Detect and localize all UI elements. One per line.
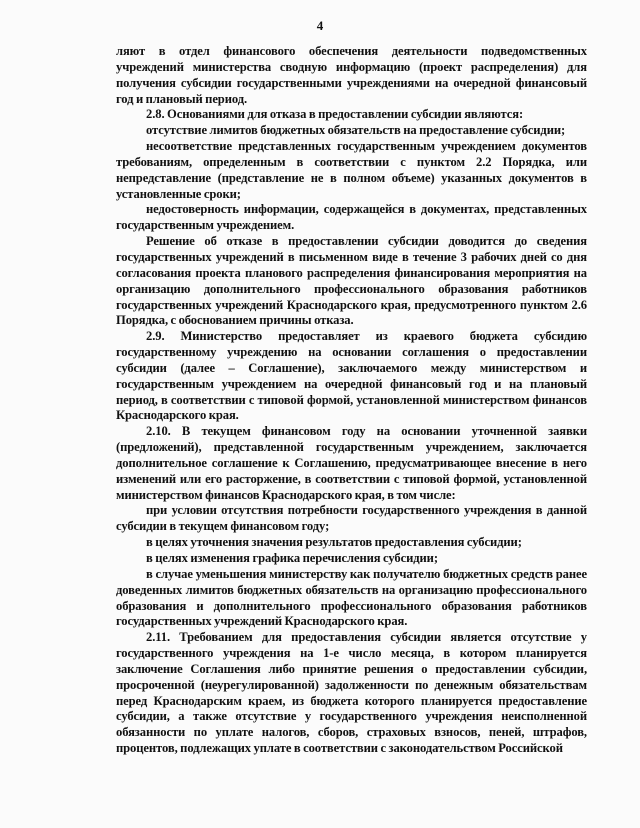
paragraph: в целях уточнения значения результатов предоставления субсидии;	[146, 535, 522, 550]
paragraph: 2.10. В текущем финансовом году на основании уточненной заявки (предложений), представленной государственным учреждением, заключается дополнительное соглашение к Соглашению, предусматривающее внесение в него изменений или его расторжение, в соответствии с типовой формой, установленной министерством финансов Краснодарского края, в том числе:	[116, 424, 587, 502]
paragraph: отсутствие лимитов бюджетных обязательств на предоставление субсидии;	[146, 123, 566, 138]
paragraph: при условии отсутствия потребности государственного учреждения в данной субсидии в текущем финансовом году;	[116, 503, 587, 534]
paragraph: 2.8. Основаниями для отказа в предоставлении субсидии являются:	[146, 107, 524, 122]
paragraph: 2.9. Министерство предоставляет из краевого бюджета субсидию государственному учреждению на основании соглашения о предоставлении субсидии (далее – Соглашение), заключаемого между министерством и государственным учреждением на очередной финансовый год и на плановый период, в соответствии с типовой формой, установленной министерством финансов Краснодарского края.	[116, 329, 587, 423]
paragraph: в целях изменения графика перечисления субсидии;	[146, 551, 438, 565]
page-number: 4	[316, 18, 324, 33]
paragraph: Решение об отказе в предоставлении субсидии доводится до сведения государственных учреждений в письменном виде в течение 3 рабочих дней со дня согласования проекта планового распределения финансирования мероприятия на организацию дополнительного профессионального образования работников государственных учреждений Краснодарского края, предусмотренного пунктом 2.6 Порядка, с обоснованием причины отказа.	[116, 234, 587, 328]
paragraph: ляют в отдел финансового обеспечения деятельности подведомственных учреждений министерства сводную информацию (проект распределения) для получения субсидии государственными учреждениями на очередной финансовый год и плановый период.	[116, 44, 587, 106]
paragraph: 2.11. Требованием для предоставления субсидии является отсутствие у государственного учреждения на 1-е число месяца, в котором планируется заключение Соглашения либо принятие решения о предоставлении субсидии, просроченной (неурегулированной) задолженности по денежным обязательствам перед Краснодарским краем, из бюджета которого планируется предоставление субсидии, а также отсутствие у государственного учреждения неисполненной обязанности по уплате налогов, сборов, страховых взносов, пеней, штрафов, процентов, подлежащих уплате в соответствии с законодательством Российской	[116, 630, 587, 756]
paragraph: в случае уменьшения министерству как получателю бюджетных средств ранее доведенных лимитов бюджетных обязательств на организацию профессионального образования и дополнительного профессионального образования работников государственных учреждений Краснодарского края.	[116, 566, 587, 629]
paragraph: несоответствие представленных государственным учреждением документов требованиям, определенным в соответствии с пунктом 2.2 Порядка, или непредставление (представление не в полном объеме) указанных документов в установленные сроки;	[116, 139, 587, 201]
document-body	[116, 44, 587, 757]
paragraph: недостоверность информации, содержащейся в документах, представленных государственным учреждением.	[116, 202, 587, 233]
